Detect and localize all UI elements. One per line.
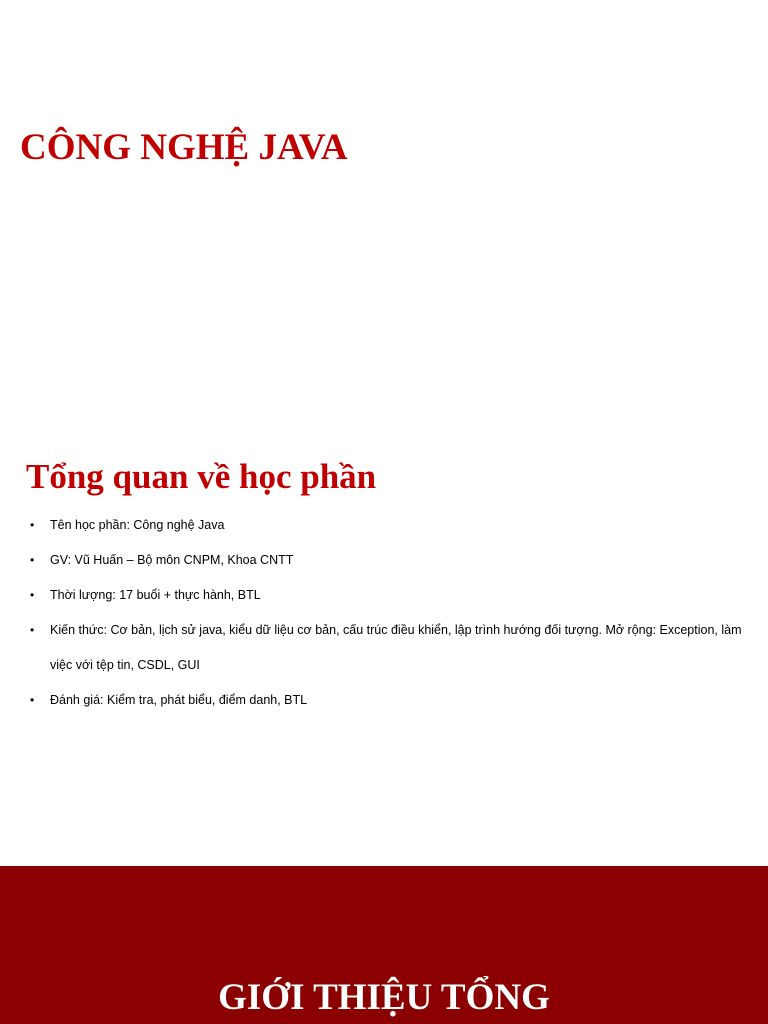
bullet-item-assessment xyxy=(30,683,750,718)
bullet-dot-icon: • xyxy=(30,553,35,567)
slide-section-banner xyxy=(0,866,768,1024)
overview-heading: Tổng quan về học phần xyxy=(26,457,377,496)
bullet-dot-icon: • xyxy=(30,518,35,532)
bullet-item-course-name xyxy=(30,508,750,543)
bullet-dot-icon: • xyxy=(30,588,35,602)
overview-bullet-list xyxy=(30,508,750,718)
slide-overview xyxy=(0,420,768,866)
bullet-text: Thời lượng: 17 buổi + thực hành, BTL xyxy=(50,588,261,602)
slide-title xyxy=(0,0,768,420)
bullet-item-lecturer xyxy=(30,543,750,578)
slide-title-heading: CÔNG NGHỆ JAVA xyxy=(20,127,348,168)
bullet-text: Tên học phần: Công nghệ Java xyxy=(50,518,225,532)
bullet-text: Kiến thức: Cơ bản, lịch sử java, kiểu dữ liệu cơ bản, cấu trúc điều khiển, lập trình hướng đối tượng. Mở rộng: Exception, làm việc với tệp tin, CSDL, GUI xyxy=(50,623,742,672)
bullet-item-knowledge xyxy=(30,613,750,683)
bullet-text: Đánh giá: Kiểm tra, phát biểu, điểm danh, BTL xyxy=(50,693,308,707)
bullet-dot-icon: • xyxy=(30,623,35,637)
section-banner-title: GIỚI THIỆU TỔNG xyxy=(218,977,550,1018)
bullet-dot-icon: • xyxy=(30,693,35,707)
bullet-text: GV: Vũ Huấn – Bộ môn CNPM, Khoa CNTT xyxy=(50,553,294,567)
bullet-item-duration xyxy=(30,578,750,613)
